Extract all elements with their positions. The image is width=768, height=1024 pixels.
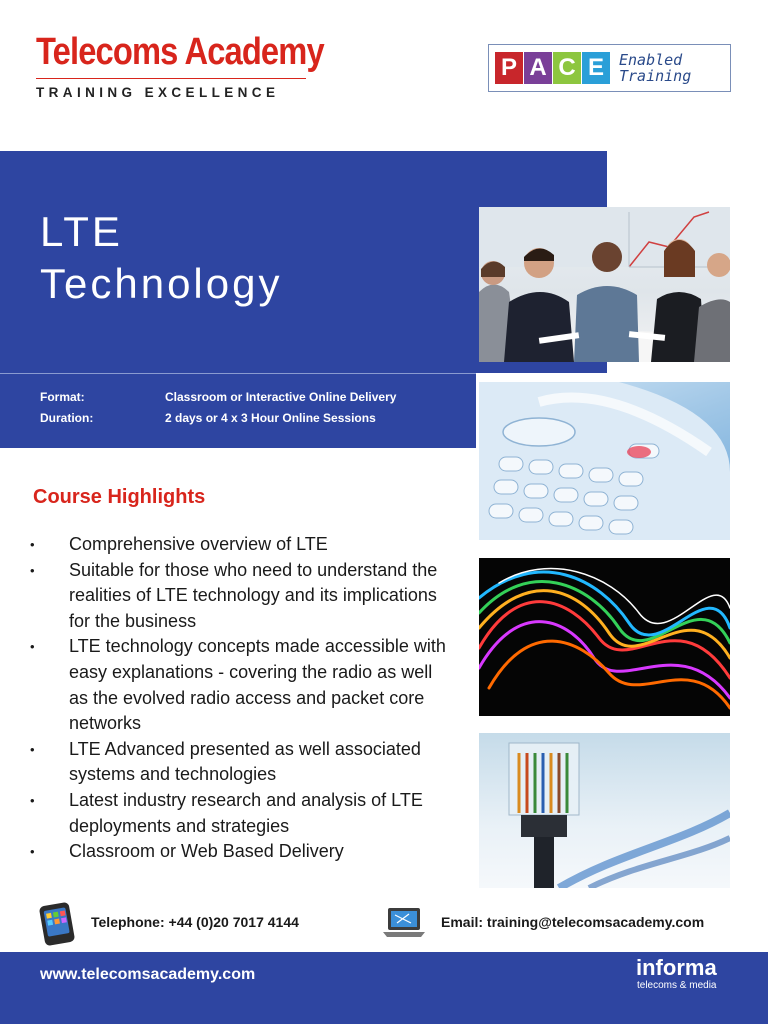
pace-letter-c: C: [553, 52, 581, 84]
course-title: [40, 206, 282, 310]
list-item: • Latest industry research and analysis of LTE deployments and strategies: [30, 788, 450, 839]
network-cable-photo: [479, 733, 730, 888]
course-highlights-list: [30, 532, 450, 865]
pace-enabled-training-badge: [488, 44, 731, 92]
duration-value: 2 days or 4 x 3 Hour Online Sessions: [165, 411, 376, 425]
phone-keypad-photo: [479, 382, 730, 540]
list-item: • LTE Advanced presented as well associated systems and technologies: [30, 737, 450, 788]
format-row: [40, 390, 396, 404]
email-text[interactable]: Email: training@telecomsacademy.com: [441, 914, 705, 930]
pace-letter-e: E: [582, 52, 610, 84]
laptop-icon: [383, 906, 425, 943]
website-link[interactable]: www.telecomsacademy.com: [40, 966, 256, 983]
course-title-line1: LTE: [40, 208, 123, 255]
informa-logo: [636, 956, 717, 992]
pace-tagline: [619, 52, 691, 84]
list-item: • Suitable for those who need to understand the realities of LTE technology and its implications for the business: [30, 558, 450, 635]
pace-letter-p: P: [495, 52, 523, 84]
business-meeting-photo: [479, 207, 730, 362]
pace-tagline-line2: Training: [619, 67, 692, 85]
pace-tagline-line1: Enabled: [619, 51, 683, 69]
light-trails-photo: [479, 558, 730, 716]
format-value: Classroom or Interactive Online Delivery: [165, 390, 397, 404]
logo-subtitle: TRAINING EXCELLENCE: [36, 85, 280, 100]
logo-title: Telecoms Academy: [36, 31, 324, 73]
course-highlights-heading: Course Highlights: [33, 486, 206, 508]
list-item: • LTE technology concepts made accessible with easy explanations - covering the radio as well as the evolved radio access and packet core networks: [30, 634, 450, 736]
pace-letter-a: A: [524, 52, 552, 84]
telecoms-academy-logo: [36, 30, 324, 100]
mobile-phone-icon: [36, 902, 78, 951]
duration-row: [40, 411, 376, 425]
format-label: Format:: [40, 390, 85, 404]
telephone-text: Telephone: +44 (0)20 7017 4144: [91, 914, 299, 930]
logo-divider: [36, 78, 306, 79]
informa-brand-name: informa: [636, 955, 717, 980]
duration-label: Duration:: [40, 411, 94, 425]
list-item: • Classroom or Web Based Delivery: [30, 839, 450, 865]
course-title-line2: Technology: [40, 260, 283, 307]
list-item: • Comprehensive overview of LTE: [30, 532, 450, 558]
informa-brand-sub: telecoms & media: [637, 980, 717, 991]
